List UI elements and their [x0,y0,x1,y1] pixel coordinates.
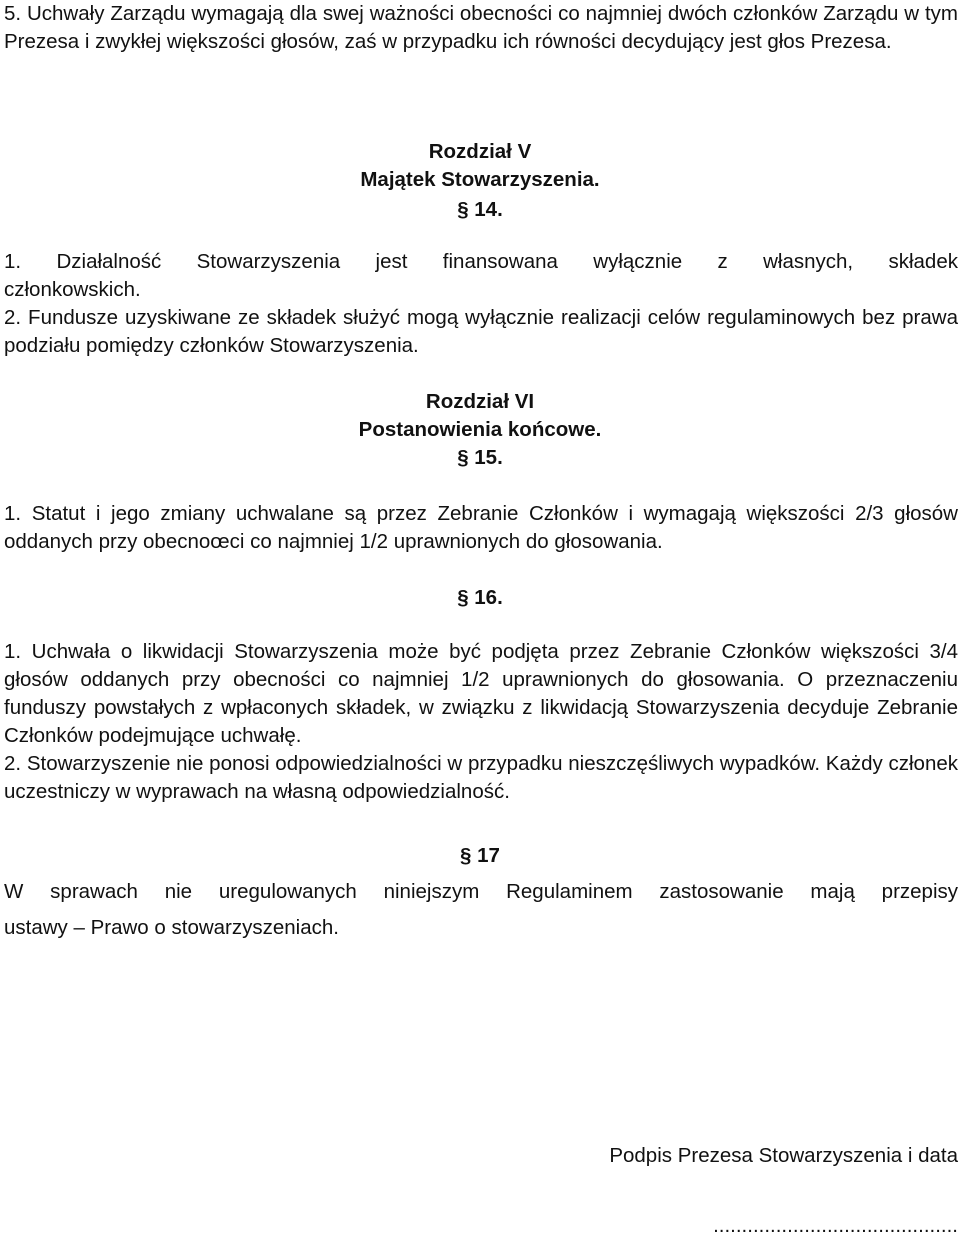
chapter5-title: Rozdział V [428,140,532,163]
paragraph16-item1: 1. Uchwała o likwidacji Stowarzyszenia może być podjęta przez Zebranie Członków większości 3/4 głosów oddanych przy obecności co najmniej 1/2 uprawnionych do głosowania. O przeznaczeniu funduszy powstałych z wpłaconych składek, w związku z likwidacją Stowarzyszenia decyduje Zebranie Członków podejmujące uchwałę. [4,640,958,747]
paragraph16-item2: 2. Stowarzyszenie nie ponosi odpowiedzialności w przypadku nieszczęśliwych wypadków. Każdy członek uczestniczy w wyprawach na własną odpowiedzialność. [4,752,958,803]
signature-label: Podpis Prezesa Stowarzyszenia i data [609,1144,958,1167]
chapter6-paragraph16: § 16. [457,586,503,609]
chapter5-paragraph14: § 14. [457,198,503,221]
chapter5-item1-line2: członkowskich. [4,278,141,301]
chapter5-subtitle: Majątek Stowarzyszenia. [360,168,600,191]
chapter5-item1-line1: 1. Działalność Stowarzyszenia jest finansowana wyłącznie z własnych, składek [4,250,958,273]
chapter5-item2: 2. Fundusze uzyskiwane ze składek służyć mogą wyłącznie realizacji celów regulaminowych bez prawa podziału pomiędzy członków Stowarzyszenia. [4,306,958,357]
chapter6-paragraph17: § 17 [460,844,500,867]
chapter6-title: Rozdział VI [425,390,535,413]
paragraph17-line1: W sprawach nie uregulowanych niniejszym Regulaminem zastosowanie mają przepisy [4,880,958,903]
section13-item5: 5. Uchwały Zarządu wymagają dla swej ważności obecności co najmniej dwóch członków Zarządu w tym Prezesa i zwykłej większości głosów, zaś w przypadku ich równości decydujący jest głos Prezesa. [4,2,958,53]
paragraph15-item1: 1. Statut i jego zmiany uchwalane są przez Zebranie Członków i wymagają większości 2/3 głosów oddanych przy obecnoœci co najmniej 1/2 uprawnionych do głosowania. [4,502,958,553]
chapter6-subtitle: Postanowienia końcowe. [358,418,602,441]
paragraph17-line2: ustawy – Prawo o stowarzyszeniach. [4,916,339,939]
signature-dots: ........................................... [713,1214,958,1237]
chapter6-paragraph15: § 15. [457,446,503,469]
